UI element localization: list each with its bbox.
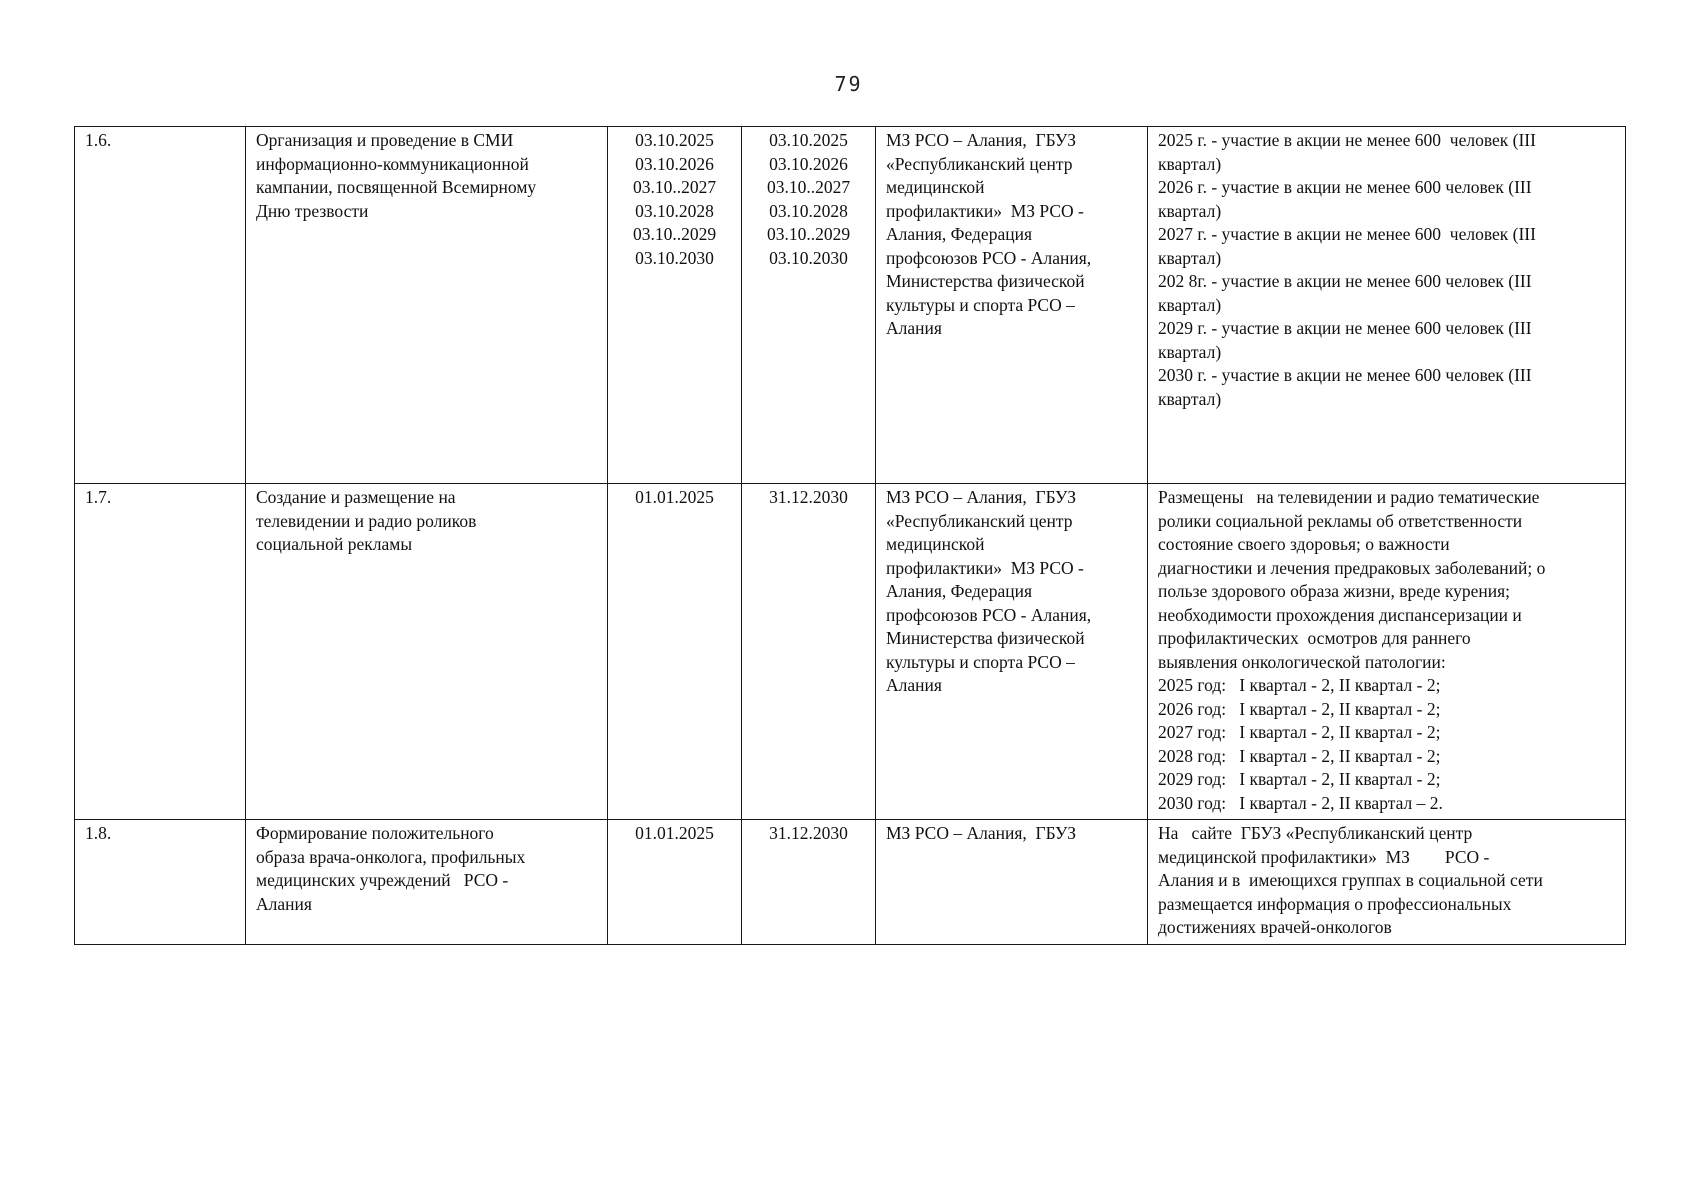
result-cell — [1148, 820, 1626, 945]
activity-title-line: медицинских учреждений РСО - — [256, 870, 509, 890]
result-line: 2026 г. - участие в акции не менее 600 человек (III — [1158, 177, 1532, 197]
executor-line: медицинской — [886, 177, 985, 197]
result-line: 2027 год: I квартал - 2, II квартал - 2; — [1158, 722, 1441, 742]
activity-title-cell — [246, 127, 608, 484]
activity-title-cell — [246, 820, 608, 945]
start-date-line: 01.01.2025 — [635, 487, 714, 507]
activity-title-line: Алания — [256, 893, 312, 914]
result-line: 2028 год: I квартал - 2, II квартал - 2; — [1158, 745, 1441, 766]
end-date-line: 03.10.2026 — [769, 153, 848, 174]
start-date-line: 03.10..2029 — [632, 224, 717, 244]
result-line: профилактических осмотров для раннего — [1158, 628, 1471, 648]
activity-title-cell — [246, 484, 608, 820]
result-line: 2029 год: I квартал - 2, II квартал - 2; — [1158, 769, 1441, 789]
activity-title-line: информационно-коммуникационной — [256, 153, 529, 174]
table-row — [75, 820, 1626, 945]
executor-cell — [876, 820, 1148, 945]
result-line: квартал) — [1158, 200, 1222, 221]
executor-line: Министерства физической — [886, 628, 1085, 648]
activity-title-line: кампании, посвященной Всемирному — [256, 177, 537, 197]
executor-line: профилактики» МЗ РСО - — [886, 200, 1084, 221]
executor-cell — [876, 484, 1148, 820]
start-date-cell — [608, 820, 742, 945]
result-line: 2030 год: I квартал - 2, II квартал – 2. — [1158, 792, 1443, 813]
result-line: 2029 г. - участие в акции не менее 600 человек (III — [1158, 318, 1532, 338]
executor-line: Алания — [886, 318, 942, 338]
executor-line: Алания — [886, 675, 942, 695]
executor-line: Алания, Федерация — [886, 224, 1032, 244]
result-line: Размещены на телевидении и радио тематические — [1158, 487, 1540, 507]
end-date-line: 31.12.2030 — [769, 487, 848, 507]
result-line: квартал) — [1158, 341, 1222, 362]
executor-cell — [876, 127, 1148, 484]
result-line: медицинской профилактики» МЗ РСО - — [1158, 846, 1490, 867]
result-line: Алания и в имеющихся группах в социальной сети — [1158, 870, 1543, 890]
end-date-line: 31.12.2030 — [769, 823, 848, 843]
row-number-cell: 1.8. — [75, 820, 246, 945]
row-number-cell: 1.6. — [75, 127, 246, 484]
activity-title-line: образа врача-онколога, профильных — [256, 846, 526, 867]
activity-title-line: телевидении и радио роликов — [256, 510, 477, 531]
end-date-line: 03.10.2028 — [769, 200, 848, 221]
executor-line: медицинской — [886, 534, 985, 554]
executor-line: Министерства физической — [886, 271, 1085, 291]
start-date-line: 03.10.2030 — [635, 247, 714, 268]
start-date-cell — [608, 484, 742, 820]
executor-line: профилактики» МЗ РСО - — [886, 557, 1084, 578]
executor-line: «Республиканский центр — [886, 153, 1073, 174]
executor-line: «Республиканский центр — [886, 510, 1073, 531]
activity-title-line: Формирование положительного — [256, 823, 494, 843]
table-row — [75, 127, 1626, 484]
activity-title-line: Организация и проведение в СМИ — [256, 130, 514, 150]
result-line: 2027 г. - участие в акции не менее 600 человек (III — [1158, 224, 1536, 244]
result-cell — [1148, 484, 1626, 820]
end-date-line: 03.10.2030 — [769, 247, 848, 268]
result-cell — [1148, 127, 1626, 484]
result-line: диагностики и лечения предраковых заболеваний; о — [1158, 557, 1546, 578]
plan-table — [74, 126, 1626, 945]
result-line: квартал) — [1158, 153, 1222, 174]
result-line: достижениях врачей-онкологов — [1158, 917, 1392, 937]
result-line: квартал) — [1158, 388, 1222, 409]
executor-line: культуры и спорта РСО – — [886, 651, 1075, 672]
result-line: квартал) — [1158, 294, 1222, 315]
executor-line: профсоюзов РСО - Алания, — [886, 247, 1092, 268]
executor-line: МЗ РСО – Алания, ГБУЗ — [886, 130, 1076, 150]
executor-line: культуры и спорта РСО – — [886, 294, 1075, 315]
start-date-line: 03.10.2028 — [635, 200, 714, 221]
start-date-line: 01.01.2025 — [635, 823, 714, 843]
row-number-cell: 1.7. — [75, 484, 246, 820]
end-date-line: 03.10.2025 — [769, 130, 848, 150]
activity-title-line: Дню трезвости — [256, 200, 369, 221]
plan-table-body — [75, 127, 1626, 945]
result-line: 2026 год: I квартал - 2, II квартал - 2; — [1158, 698, 1441, 719]
executor-line: МЗ РСО – Алания, ГБУЗ — [886, 487, 1076, 507]
end-date-cell — [742, 484, 876, 820]
result-line: необходимости прохождения диспансеризации и — [1158, 604, 1522, 625]
end-date-cell — [742, 127, 876, 484]
start-date-line: 03.10.2026 — [635, 153, 714, 174]
executor-line: профсоюзов РСО - Алания, — [886, 604, 1092, 625]
activity-title-line: социальной рекламы — [256, 534, 413, 554]
start-date-line: 03.10..2027 — [632, 177, 717, 197]
page-number: 79 — [834, 72, 863, 96]
start-date-cell — [608, 127, 742, 484]
result-line: пользе здорового образа жизни, вреде курения; — [1158, 581, 1510, 601]
table-row — [75, 484, 1626, 820]
end-date-line: 03.10..2027 — [766, 177, 851, 197]
result-line: 202 8г. - участие в акции не менее 600 человек (III — [1158, 271, 1532, 291]
activity-title-line: Создание и размещение на — [256, 487, 456, 507]
result-line: 2030 г. - участие в акции не менее 600 человек (III — [1158, 365, 1532, 385]
result-line: выявления онкологической патологии: — [1158, 651, 1446, 672]
executor-line: МЗ РСО – Алания, ГБУЗ — [886, 823, 1076, 843]
result-line: На сайте ГБУЗ «Республиканский центр — [1158, 823, 1473, 843]
executor-line: Алания, Федерация — [886, 581, 1032, 601]
result-line: 2025 год: I квартал - 2, II квартал - 2; — [1158, 675, 1441, 695]
result-line: размещается информация о профессиональных — [1158, 893, 1512, 914]
result-line: квартал) — [1158, 247, 1222, 268]
result-line: ролики социальной рекламы об ответственности — [1158, 510, 1523, 531]
end-date-cell — [742, 820, 876, 945]
start-date-line: 03.10.2025 — [635, 130, 714, 150]
result-line: 2025 г. - участие в акции не менее 600 человек (III — [1158, 130, 1536, 150]
end-date-line: 03.10..2029 — [766, 224, 851, 244]
result-line: состояние своего здоровья; о важности — [1158, 534, 1450, 554]
